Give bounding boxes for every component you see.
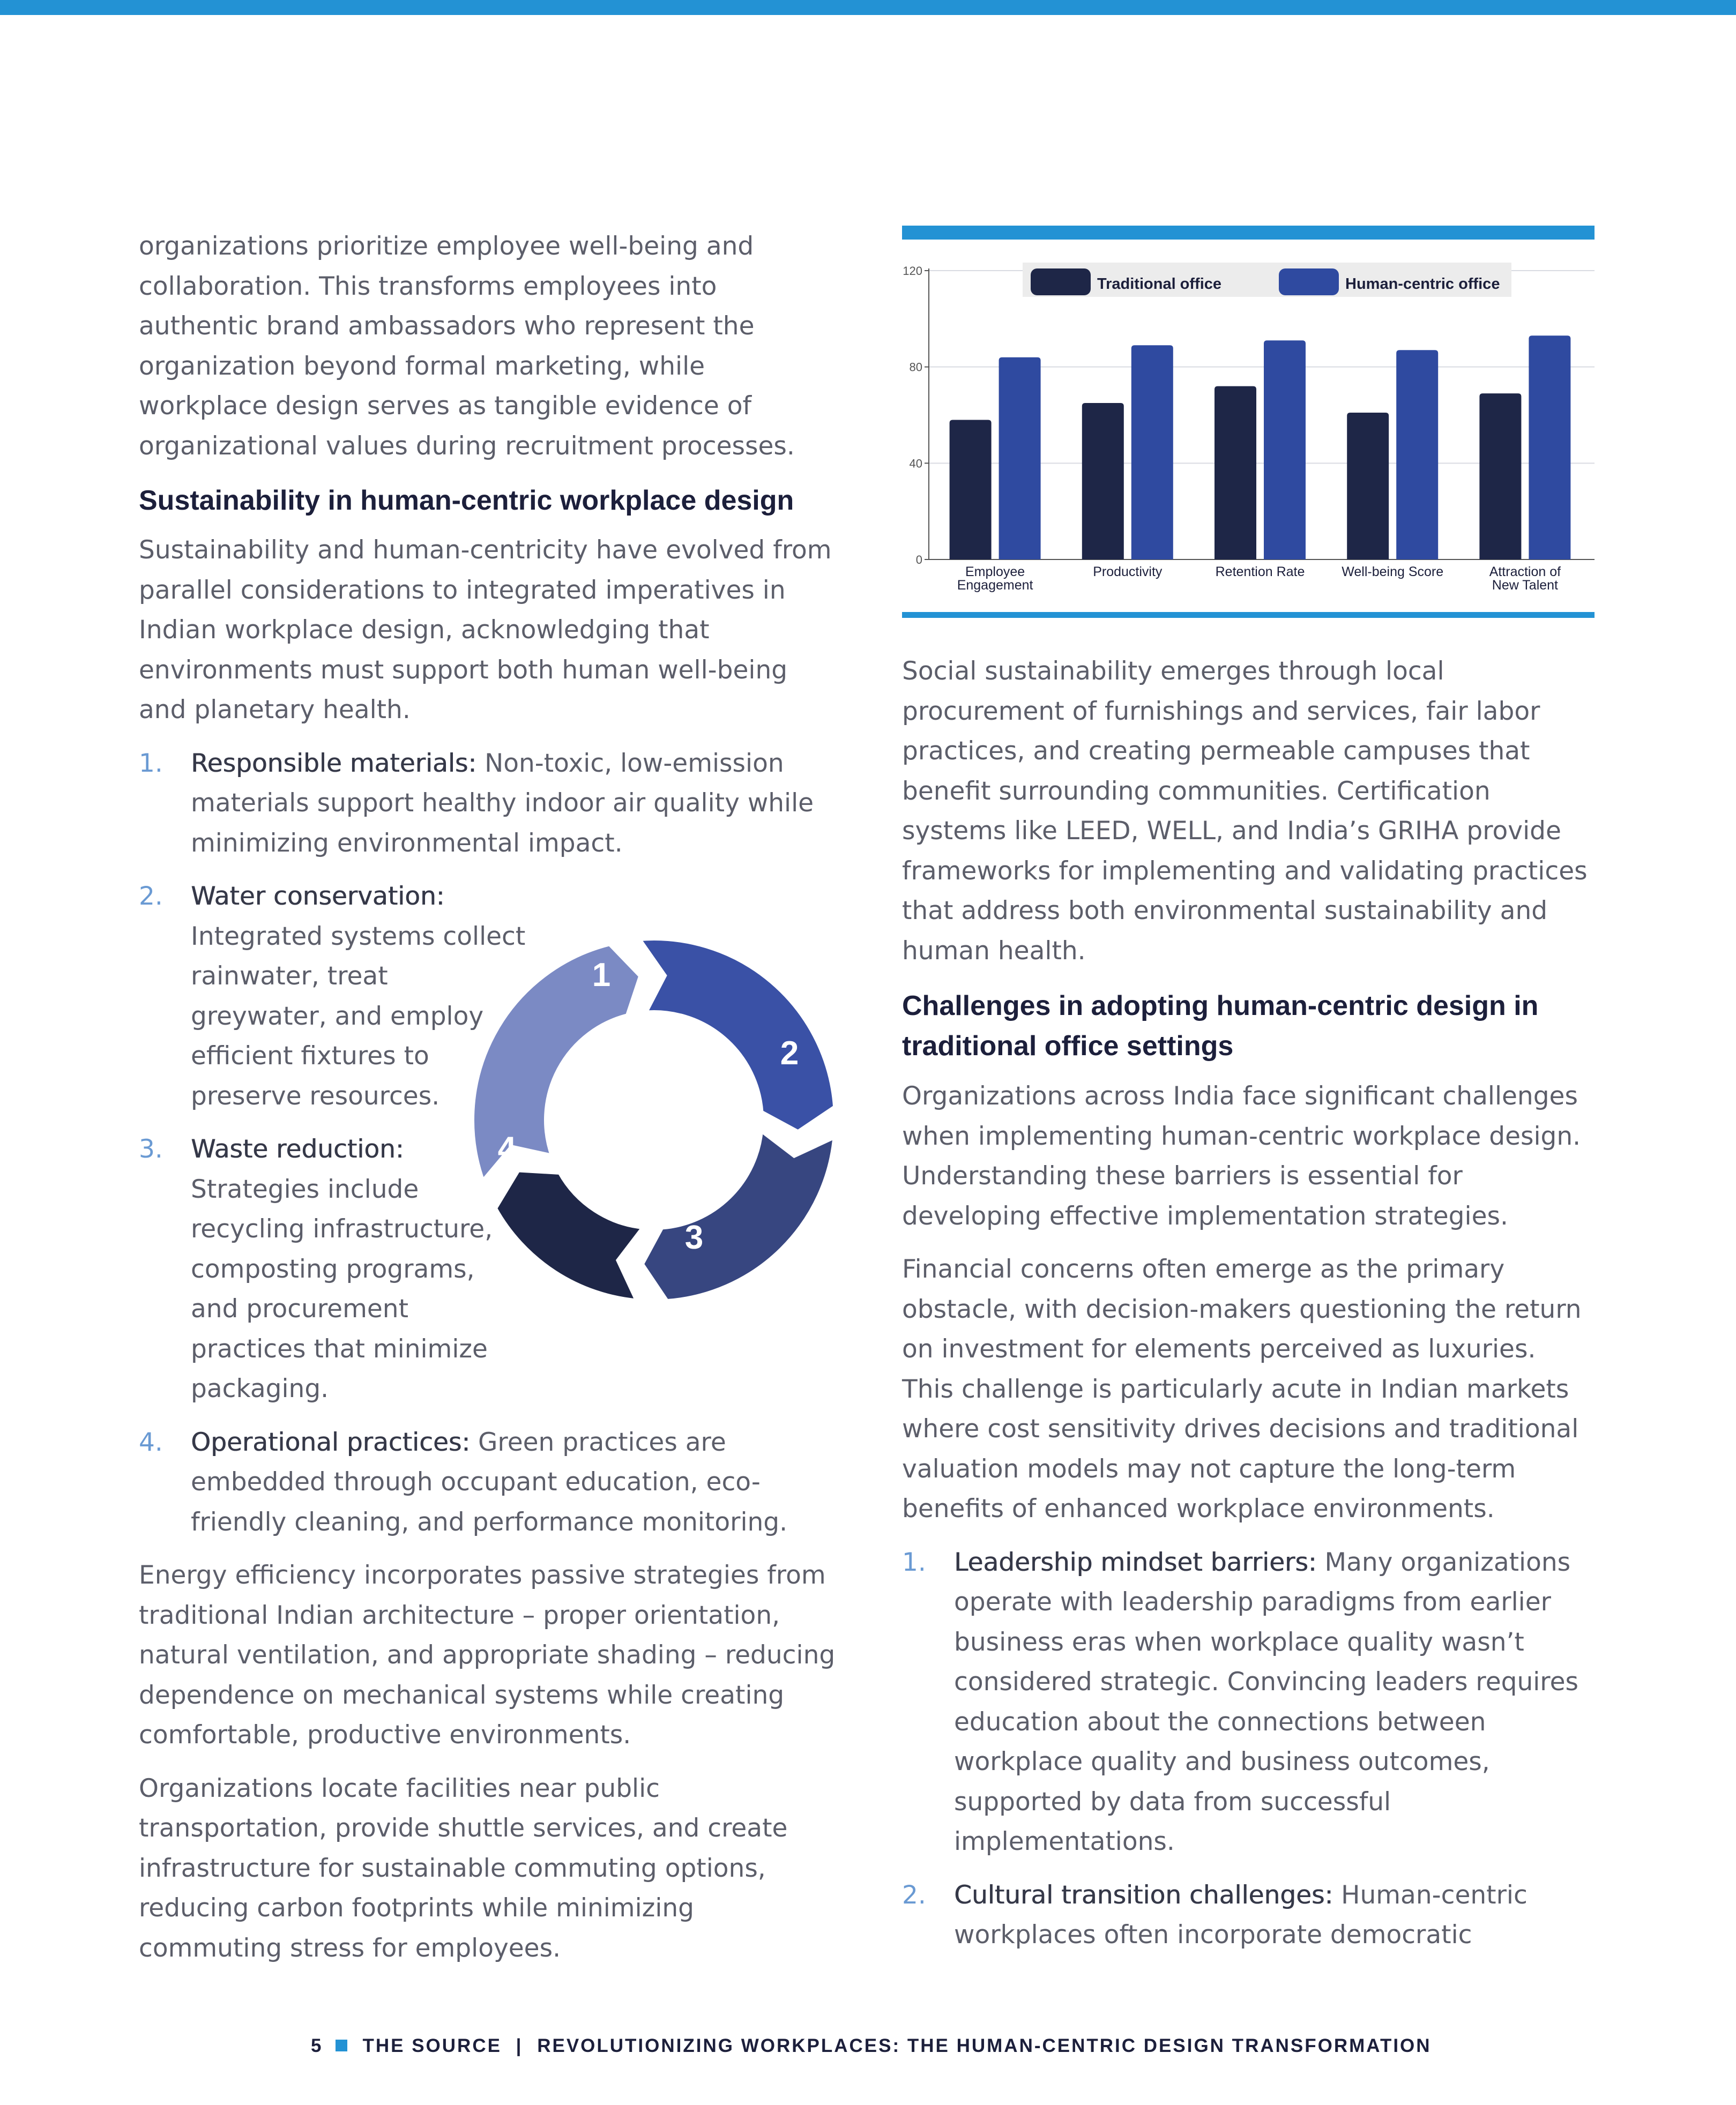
cycle-segment-1 [472,943,641,1182]
list-item [902,1876,1619,1955]
bar-chart-svg [902,226,1595,619]
list-item [902,1543,1619,1862]
sustainability-intro: Sustainability and human-centricity have evolved from parallel considerations to integrated imperatives in Indian workplace design, acknowledging that environments must support both human well-being and planetary health. [139,535,832,725]
footer-separator: | [516,2035,523,2056]
financial-paragraph: Financial concerns often emerge as the primary obstacle, with decision-makers questioning the return on investment for elements perceived as luxuries. This challenge is particularly acute in Indian markets where cost sensitivity drives decisions and traditional valuation models may not capture the long-term benefits of enhanced workplace environments. [902,1255,1582,1524]
list-item-title: Water conservation: [191,882,445,911]
cycle-label: 4 [497,1130,517,1167]
list-item-title: Responsible materials: [191,748,477,778]
challenges-intro: Organizations across India face significant challenges when implementing human-centric workplace design. Understanding these barriers is essential for developing effective implementation strategies. [902,1081,1581,1231]
legend-swatch [1031,268,1091,295]
page-number: 5 [311,2035,323,2056]
cycle-diagram [461,938,847,1302]
chart-top-rule [902,226,1595,240]
right-column [902,652,1610,1969]
bar-human-centric-office [999,357,1041,559]
x-tick-label: Well-being Score [1342,564,1444,579]
challenges-heading: Challenges in adopting human-centric design in traditional office settings [902,990,1539,1062]
x-tick-label: Engagement [957,578,1033,593]
list-number: 2. [902,1880,926,1910]
bar-chart [902,226,1595,619]
list-number: 1. [139,748,163,778]
cycle-label: 2 [780,1035,799,1072]
cycle-segment-2 [638,938,836,1133]
cycle-label: 3 [684,1219,704,1256]
y-tick-label: 0 [915,553,922,566]
list-number: 4. [139,1427,163,1457]
x-tick-label: Productivity [1093,564,1163,579]
list-item-title: Cultural transition challenges: [954,1880,1333,1910]
publication-title: REVOLUTIONIZING WORKPLACES: THE HUMAN-CENTRIC DESIGN TRANSFORMATION [537,2035,1432,2056]
transport-paragraph: Organizations locate facilities near public transportation, provide shuttle services, and create infrastructure for sustainable commuting options, reducing carbon footprints while minimizing commuting stress for employees. [139,1773,788,1963]
energy-paragraph: Energy efficiency incorporates passive strategies from traditional Indian architecture – proper orientation, natural ventilation, and appropriate shading – reducing dependence on mechanical systems while creating comfortable, productive environments. [139,1561,836,1750]
list-item-text: Strategies include recycling infrastructure, composting programs, and procurement practices that minimize packaging. [191,1174,493,1404]
list-number: 3. [139,1134,163,1164]
list-item-text: Green practices are embedded through occupant education, eco-friendly cleaning, and performance monitoring. [191,1427,788,1537]
cycle-segment-4 [495,1169,645,1301]
legend-label: Traditional office [1097,275,1222,293]
bar-traditional-office [1215,386,1256,559]
list-item-title: Operational practices: [191,1427,471,1457]
legend-swatch [1279,268,1339,295]
bar-traditional-office [950,420,992,559]
cycle-label: 1 [592,957,611,994]
top-accent-bar [0,0,1736,15]
y-tick-label: 120 [903,264,922,278]
y-tick-label: 80 [909,360,922,374]
sustainability-heading: Sustainability in human-centric workplace design [139,485,794,516]
list-item-text: Non-toxic, low-emission materials support healthy indoor air quality while minimizing environmental impact. [191,748,814,858]
x-tick-label: New Talent [1492,578,1559,593]
x-tick-label: Employee [965,564,1025,579]
bar-human-centric-office [1396,350,1438,559]
chart-bottom-rule [902,612,1595,618]
x-tick-label: Attraction of [1489,564,1561,579]
list-item-title: Waste reduction: [191,1134,404,1164]
list-item-text: Integrated systems collect rainwater, treat greywater, and employ efficient fixtures to preserve resources. [191,921,526,1111]
x-tick-label: Retention Rate [1215,564,1305,579]
list-item-title: Leadership mindset barriers: [954,1547,1317,1577]
footer-square-icon [336,2040,347,2051]
list-number: 2. [139,882,163,911]
list-item [139,1423,850,1543]
bar-traditional-office [1479,393,1521,559]
list-item-text: Many organizations operate with leadership paradigms from earlier business eras when workplace quality wasn’t considered strategic. Convincing leaders requires education about the connections between workplace quality and business outcomes, supported by data from successful implementations. [954,1547,1578,1856]
list-number: 1. [902,1547,926,1577]
bar-human-centric-office [1131,345,1173,559]
publication-name: THE SOURCE [362,2035,502,2056]
bar-traditional-office [1347,413,1389,559]
y-tick-label: 40 [909,457,922,471]
page-footer [311,2035,1490,2062]
cycle-segment-3 [641,1129,835,1302]
bar-human-centric-office [1529,335,1570,559]
intro-paragraph: organizations prioritize employee well-being and collaboration. This transforms employees into authentic brand ambassadors who represent the organization beyond formal marketing, while workplace design serves as tangible evidence of organizational values during recruitment processes. [139,232,795,461]
legend-label: Human-centric office [1345,275,1500,293]
social-paragraph: Social sustainability emerges through local procurement of furnishings and services, fair labor practices, and creating permeable campuses that benefit surrounding communities. Certification systems like LEED, WELL, and India’s GRIHA provide frameworks for implementing and validating practices that address both environmental sustainability and human health. [902,656,1588,966]
bar-traditional-office [1082,403,1124,559]
bar-human-centric-office [1264,340,1306,559]
list-item-text: Human-centric workplaces often incorporate democratic [954,1880,1528,1950]
list-item [139,744,850,864]
